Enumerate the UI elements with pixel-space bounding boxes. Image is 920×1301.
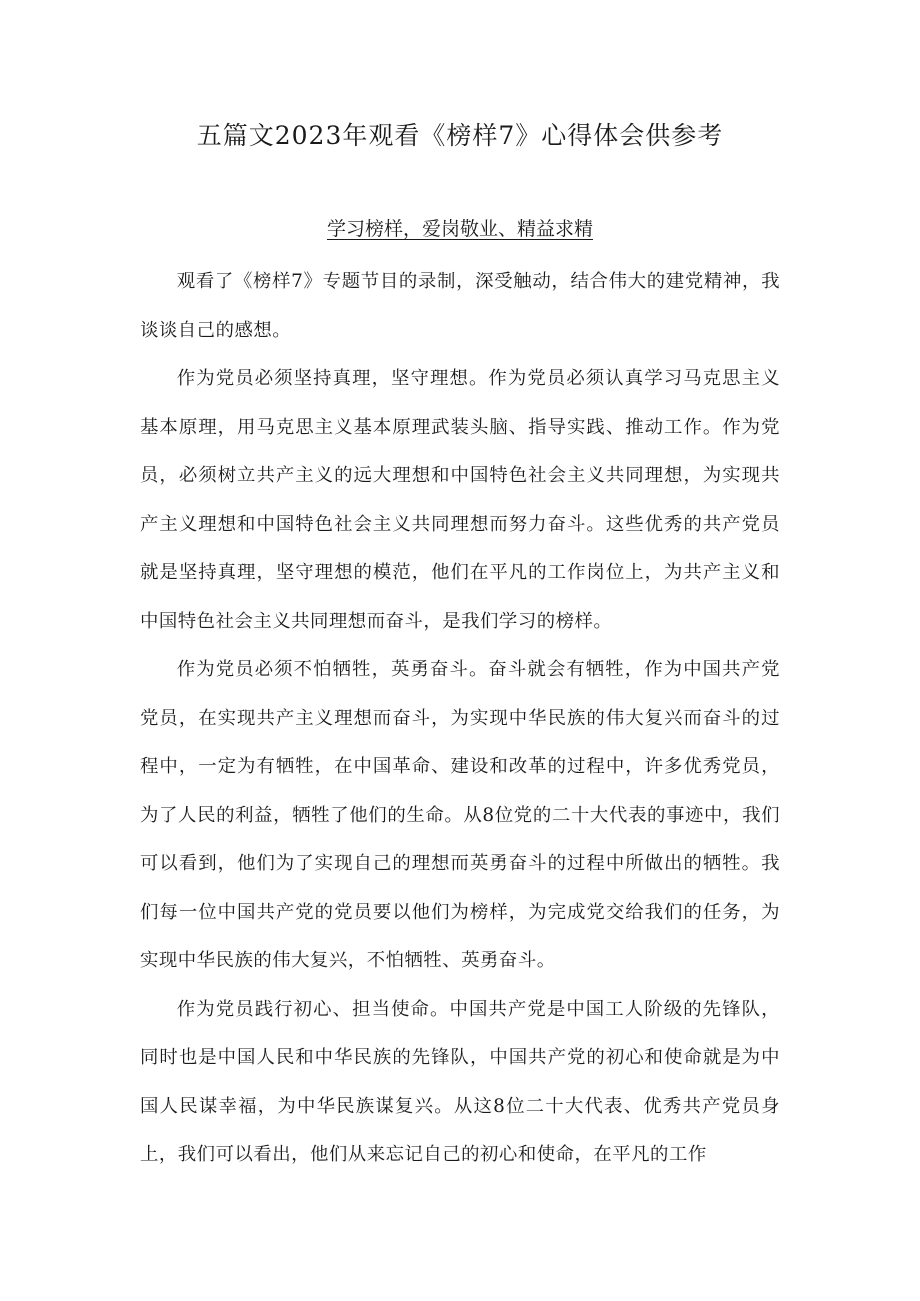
document-body (140, 258, 780, 1180)
paragraph-sacrifice: 作为党员必须不怕牺牲，英勇奋斗。奋斗就会有牺牲，作为中国共产党党员，在实现共产主义理想而奋斗，为实现中华民族的伟大复兴而奋斗的过程中，一定为有牺牲，在中国革命、建设和改革的过程中，许多优秀党员，为了人民的利益，牺牲了他们的生命。从8位党的二十大代表的事迹中，我们可以看到，他们为了实现自己的理想而英勇奋斗的过程中所做出的牺牲。我们每一位中国共产党的党员要以他们为榜样，为完成党交给我们的任务，为实现中华民族的伟大复兴，不怕牺牲、英勇奋斗。 (140, 659, 780, 971)
paragraph-intro: 观看了《榜样7》专题节目的录制，深受触动，结合伟大的建党精神，我谈谈自己的感想。 (140, 271, 780, 341)
paragraph-original-mission: 作为党员践行初心、担当使命。中国共产党是中国工人阶级的先锋队，同时也是中国人民和中华民族的先锋队，中国共产党的初心和使命就是为中国人民谋幸福，为中华民族谋复兴。从这8位二十大代表、优秀共产党员身上，我们可以看出，他们从来忘记自己的初心和使命，在平凡的工作 (140, 998, 780, 1165)
document-title: 五篇文2023年观看《榜样7》心得体会供参考 (196, 121, 724, 150)
paragraph-truth-ideals: 作为党员必须坚持真理，坚守理想。作为党员必须认真学习马克思主义基本原理，用马克思主义基本原理武装头脑、指导实践、推动工作。作为党员，必须树立共产主义的远大理想和中国特色社会主义共同理想，为实现共产主义理想和中国特色社会主义共同理想而努力奋斗。这些优秀的共产党员就是坚持真理，坚守理想的模范，他们在平凡的工作岗位上，为共产主义和中国特色社会主义共同理想而奋斗，是我们学习的榜样。 (140, 368, 780, 632)
section-heading (0, 214, 920, 244)
section-heading-text: 学习榜样，爱岗敬业、精益求精 (326, 218, 593, 240)
